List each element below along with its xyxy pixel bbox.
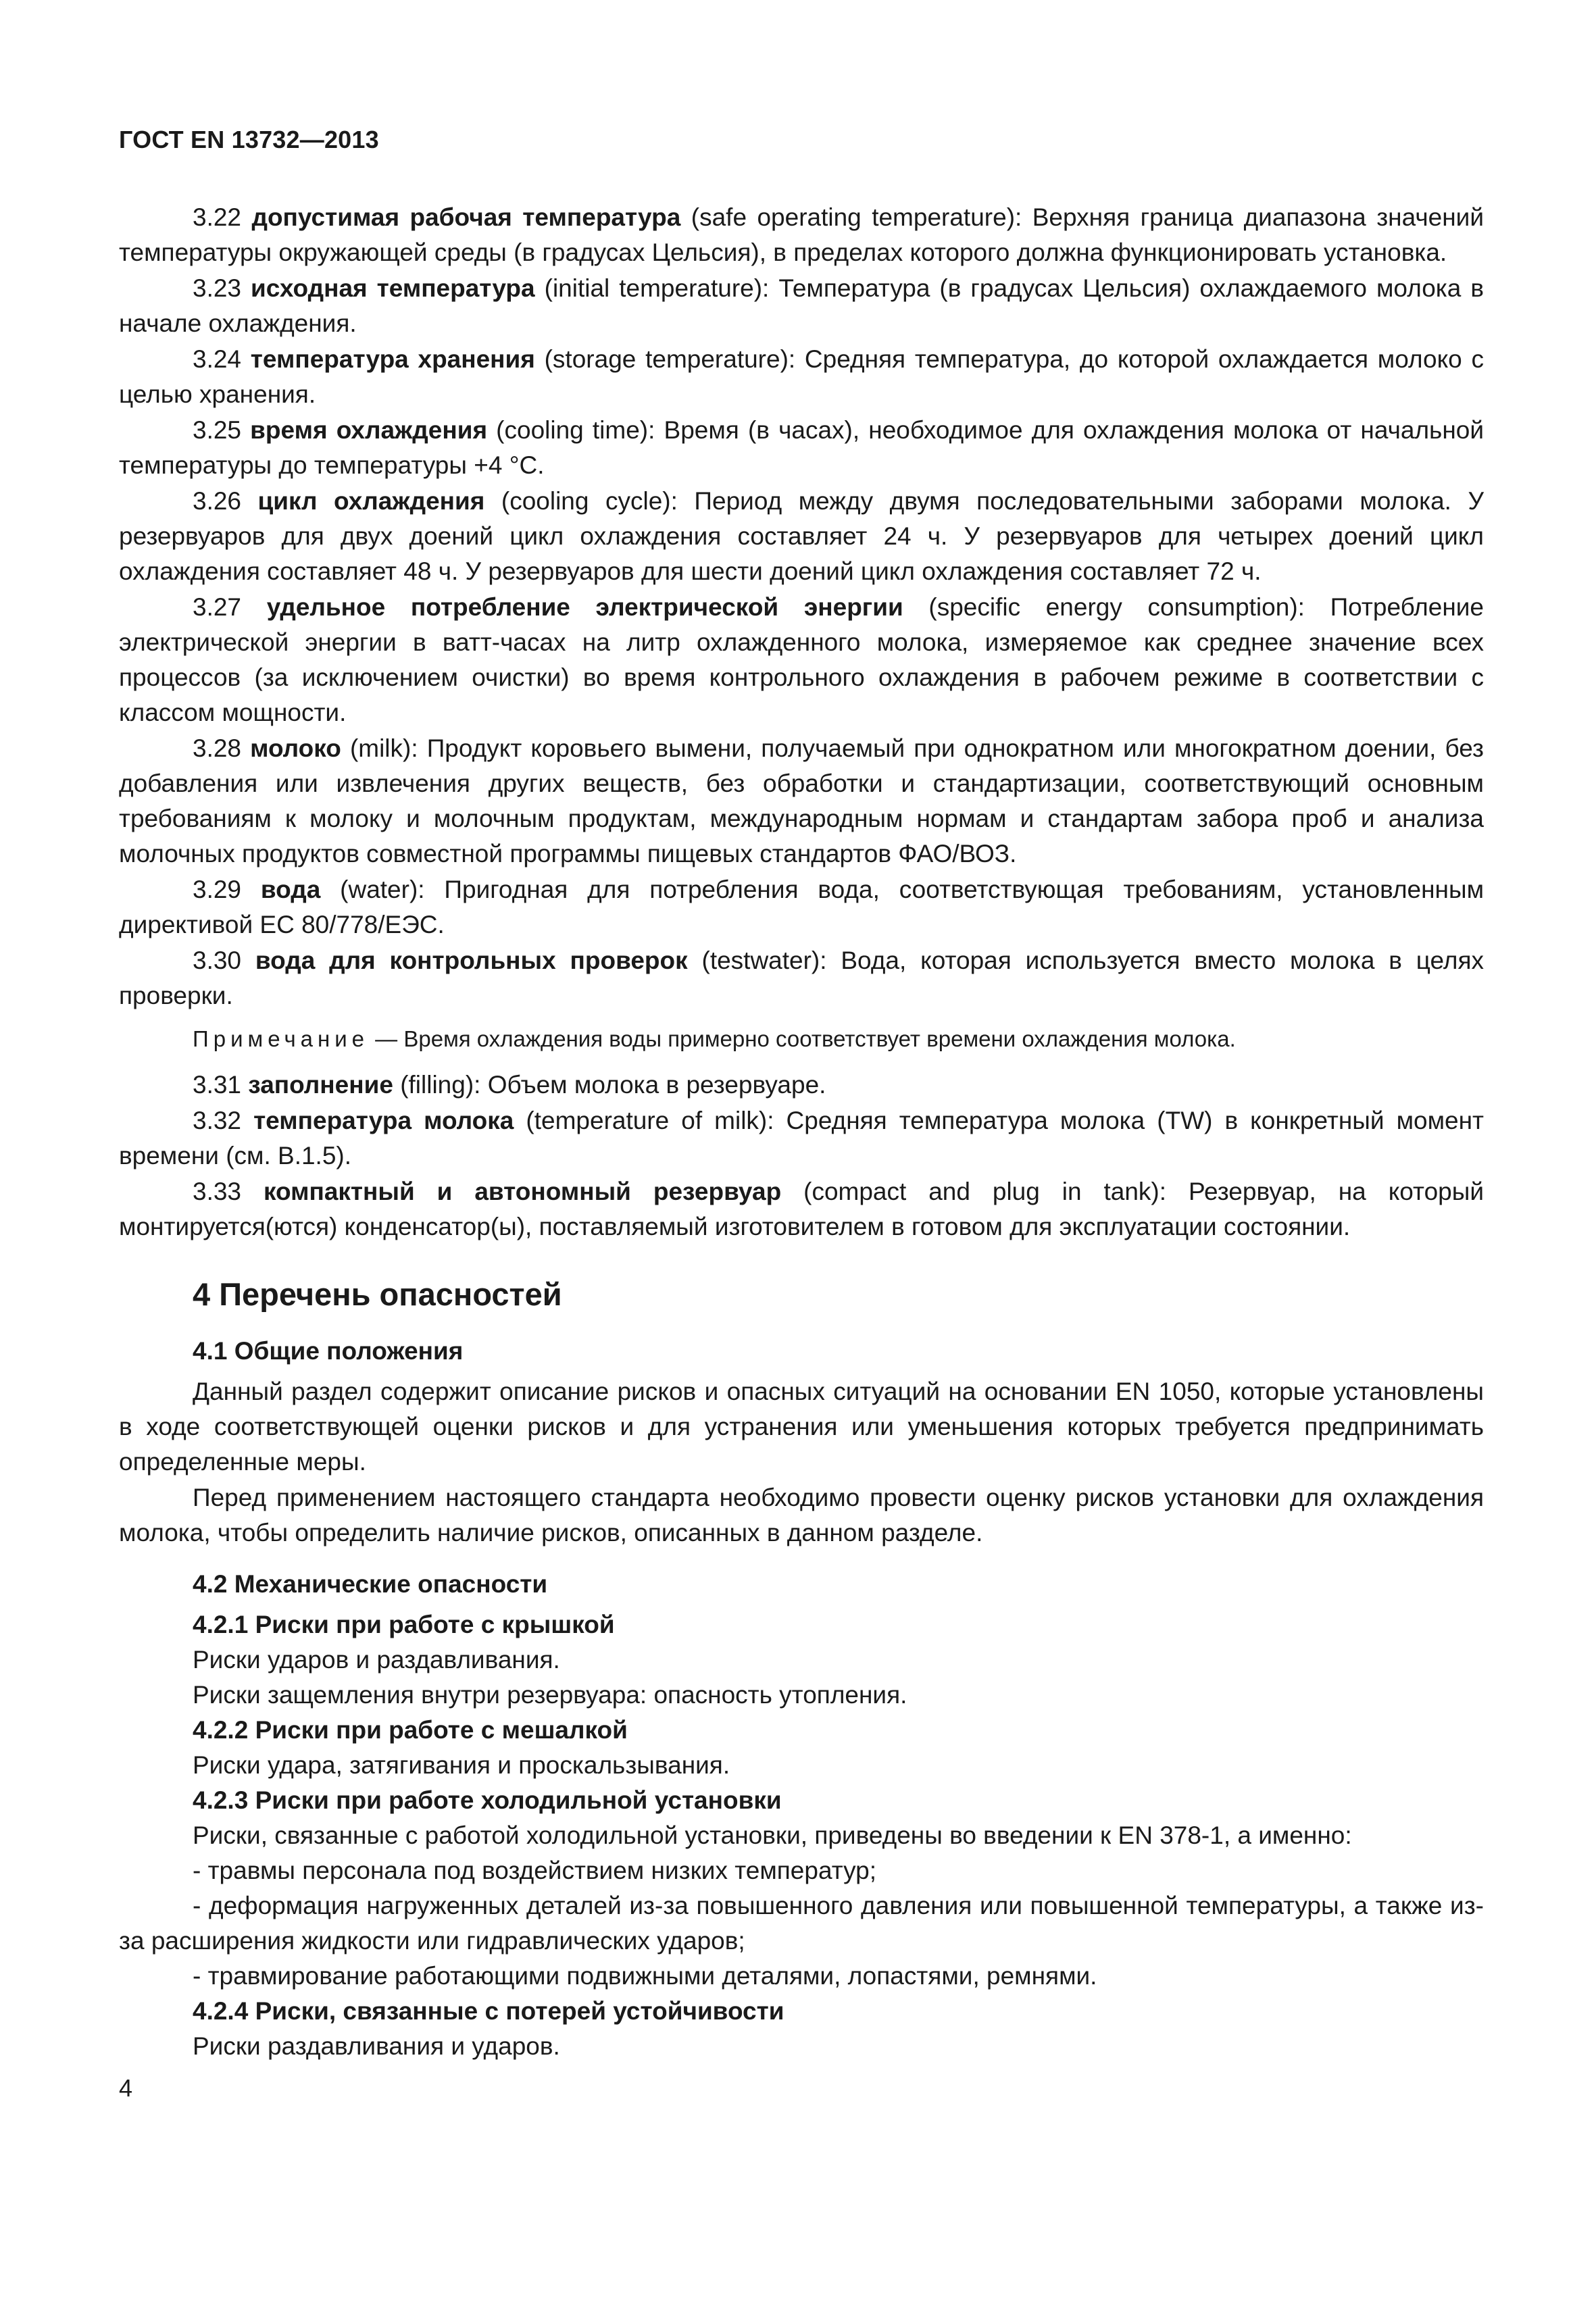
definition-number: 3.29 <box>193 876 242 903</box>
section-4-2-4-title: 4.2.4 Риски, связанные с потерей устойчивости <box>193 1997 784 2025</box>
definition-text: (temperature of milk): Средняя температура молока (TW) в конкретный момент времени (см. В.1.5). <box>119 1107 1484 1169</box>
definition-paragraph <box>119 413 1484 483</box>
definitions-block-2 <box>119 1067 1484 1244</box>
section-4-1-paragraph-1: Данный раздел содержит описание рисков и опасных ситуаций на основании EN 1050, которые установлены в ходе соответствующей оценки рисков и для устранения или уменьшения которых требуется предпринимать определенные меры. <box>119 1378 1484 1476</box>
document-header: ГОСТ EN 13732—2013 <box>119 126 379 153</box>
definition-text: (initial temperature): Температура (в градусах Цельсия) охлаждаемого молока в начале охлаждения. <box>119 274 1485 337</box>
definition-paragraph <box>119 1174 1484 1244</box>
definition-text: (cooling cycle): Период между двумя последовательными заборами молока. У резервуаров для двух доений цикл охлаждения составляет 24 ч. У резервуаров для четырех доений цикл охлаждения составляет 48 ч. У резервуаров для шести доений цикл охлаждения составляет 72 ч. <box>119 487 1484 585</box>
definition-paragraph <box>119 271 1484 341</box>
definition-number: 3.23 <box>193 274 242 302</box>
definition-term: молоко <box>250 734 341 762</box>
definition-paragraph <box>119 590 1484 730</box>
definition-term: вода <box>260 876 321 903</box>
definition-paragraph <box>119 342 1484 412</box>
definition-paragraph <box>119 943 1484 1013</box>
section-4-1-paragraph-2: Перед применением настоящего стандарта необходимо провести оценку рисков установки для охлаждения молока, чтобы определить наличие рисков, описанных в данном разделе. <box>119 1484 1484 1546</box>
section-4-2-2-title: 4.2.2 Риски при работе с мешалкой <box>193 1716 628 1744</box>
definition-number: 3.30 <box>193 947 242 974</box>
definition-paragraph <box>119 1103 1484 1174</box>
definition-number: 3.33 <box>193 1178 242 1205</box>
definition-number: 3.28 <box>193 734 242 762</box>
definition-term: заполнение <box>248 1071 393 1099</box>
definition-term: удельное потребление электрической энергии <box>266 593 903 621</box>
definition-term: компактный и автономный резервуар <box>263 1178 782 1205</box>
definition-term: время охлаждения <box>250 416 488 444</box>
section-4-2-1-line-2: Риски защемления внутри резервуара: опасность утопления. <box>193 1681 907 1709</box>
definition-paragraph <box>119 1067 1484 1103</box>
definition-term: цикл охлаждения <box>257 487 485 515</box>
definition-text: (safe operating temperature): Верхняя граница диапазона значений температуры окружающей среды (в градусах Цельсия), в пределах которого должна функционировать установка. <box>119 203 1484 266</box>
section-4-2-4-line-1: Риски раздавливания и ударов. <box>193 2032 560 2060</box>
definition-text: (milk): Продукт коровьего вымени, получаемый при однократном или многократном доении, без добавления или извлечения других веществ, без обработки и стандартизации, соответствующий основным требованиям к молоку и молочным продуктам, международным нормам и стандартам забора проб и анализа молочных продуктов совместной программы пищевых стандартов ФАО/ВОЗ. <box>119 734 1484 867</box>
section-4-2-1-title: 4.2.1 Риски при работе с крышкой <box>193 1611 615 1638</box>
definition-text: (compact and plug in tank): Резервуар, на который монтируется(ются) конденсатор(ы), поставляемый изготовителем в готовом для эксплуатации состоянии. <box>119 1178 1485 1240</box>
definition-term: допустимая рабочая температура <box>251 203 681 231</box>
definition-number: 3.31 <box>193 1071 242 1099</box>
document-body <box>119 200 1484 2064</box>
section-4-2-2-line-1: Риски удара, затягивания и проскальзывания. <box>193 1751 730 1779</box>
definition-term: вода для контрольных проверок <box>255 947 688 974</box>
definition-term: температура молока <box>253 1107 514 1134</box>
definition-paragraph <box>119 872 1484 942</box>
definition-number: 3.25 <box>193 416 242 444</box>
section-4-title: 4 Перечень опасностей <box>193 1276 562 1312</box>
section-4-2-3-line-1: Риски, связанные с работой холодильной установки, приведены во введении к EN 378-1, а именно: <box>193 1821 1352 1849</box>
definition-text: (cooling time): Время (в часах), необходимое для охлаждения молока от начальной температуры до температуры +4 °С. <box>119 416 1484 479</box>
definition-text: (water): Пригодная для потребления вода, соответствующая требованиям, установленным директивой ЕС 80/778/ЕЭС. <box>119 876 1485 938</box>
section-4-2-1-line-1: Риски ударов и раздавливания. <box>193 1646 560 1674</box>
page-number: 4 <box>119 2074 133 2102</box>
note-label: Примечание <box>193 1026 370 1051</box>
definition-text: (filling): Объем молока в резервуаре. <box>393 1071 826 1099</box>
section-4-1-title: 4.1 Общие положения <box>193 1337 464 1365</box>
definition-number: 3.26 <box>193 487 242 515</box>
section-4-2-3-dash-2: - деформация нагруженных деталей из-за повышенного давления или повышенной температуры, а также из-за расширения жидкости или гидравлических ударов; <box>119 1892 1484 1955</box>
definition-term: исходная температура <box>251 274 535 302</box>
definition-text: (storage temperature): Средняя температура, до которой охлаждается молоко с целью хранения. <box>119 345 1484 408</box>
definition-number: 3.24 <box>193 345 242 373</box>
section-4-2-3-dash-1: - травмы персонала под воздействием низких температур; <box>193 1857 877 1884</box>
section-4-2-3-title: 4.2.3 Риски при работе холодильной установки <box>193 1786 782 1814</box>
note-text: Время охлаждения воды примерно соответствует времени охлаждения молока. <box>403 1026 1236 1051</box>
definition-paragraph <box>119 484 1484 589</box>
definition-text: (testwater): Вода, которая используется вместо молока в целях проверки. <box>119 947 1484 1009</box>
note <box>119 1022 1484 1057</box>
definition-text: (specific energy consumption): Потребление электрической энергии в ватт-часах на литр охлажденного молока, измеряемое как среднее значение всех процессов (за исключением очистки) во время контрольного охлаждения в рабочем режиме в соответствии с классом мощности. <box>119 593 1484 726</box>
note-dash: — <box>369 1026 404 1051</box>
section-4-2-3-dash-3: - травмирование работающими подвижными деталями, лопастями, ремнями. <box>193 1962 1097 1990</box>
definition-paragraph <box>119 200 1484 270</box>
definition-paragraph <box>119 731 1484 872</box>
definition-number: 3.27 <box>193 593 242 621</box>
definition-number: 3.32 <box>193 1107 242 1134</box>
section-4-2-title: 4.2 Механические опасности <box>193 1570 548 1598</box>
definitions-block <box>119 200 1484 1013</box>
definition-term: температура хранения <box>250 345 535 373</box>
definition-number: 3.22 <box>193 203 242 231</box>
